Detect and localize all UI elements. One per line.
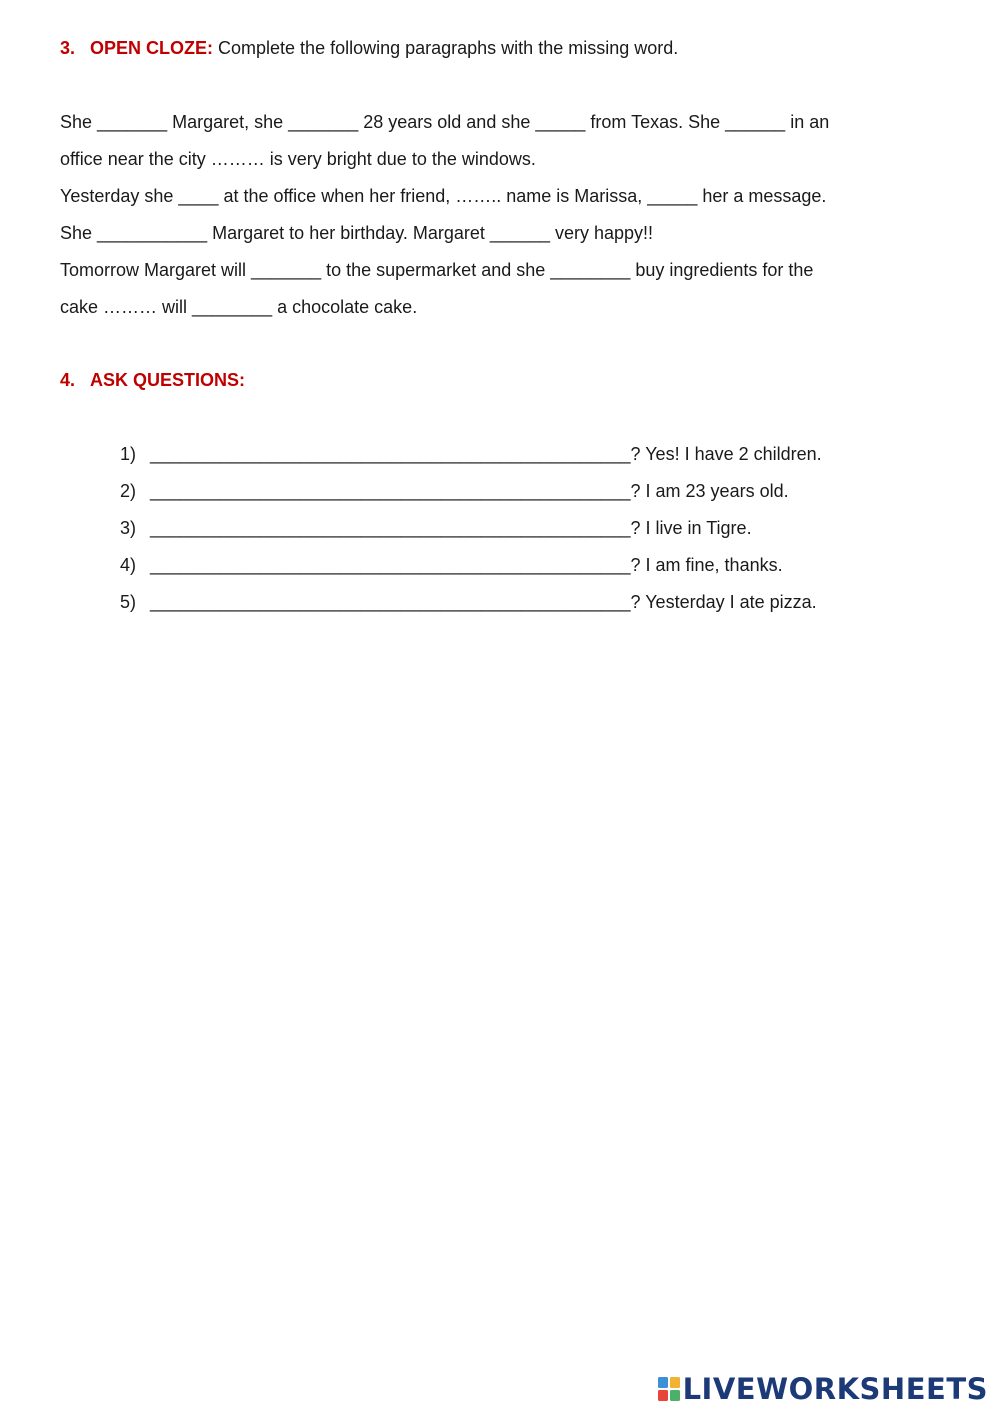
question-number: 3) <box>120 518 137 538</box>
question-answer-line: ________________________________________________? I am 23 years old. <box>150 481 789 501</box>
question-item <box>120 438 940 475</box>
question-number: 5) <box>120 592 137 612</box>
liveworksheets-logo-icon <box>658 1377 680 1401</box>
question-answer-line: ________________________________________________? Yesterday I ate pizza. <box>150 592 817 612</box>
cloze-line: Tomorrow Margaret will _______ to the supermarket and she ________ buy ingredients for the <box>60 260 814 280</box>
cloze-paragraph <box>60 106 940 328</box>
section-4-heading <box>60 368 245 392</box>
question-answer-line: ________________________________________________? Yes! I have 2 children. <box>150 444 822 464</box>
liveworksheets-logo <box>658 1372 988 1406</box>
section-4-title: ASK QUESTIONS: <box>90 370 246 390</box>
question-number: 1) <box>120 444 137 464</box>
section-3-instruction: Complete the following paragraphs with the missing word. <box>213 38 679 58</box>
cloze-line: cake ……… will ________ a chocolate cake. <box>60 297 418 317</box>
question-item <box>120 549 940 586</box>
questions-list <box>120 438 940 623</box>
cloze-line: She ___________ Margaret to her birthday. Margaret ______ very happy!! <box>60 223 654 243</box>
cloze-line: office near the city ……… is very bright due to the windows. <box>60 149 536 169</box>
cloze-line: Yesterday she ____ at the office when her friend, …….. name is Marissa, _____ her a message. <box>60 186 827 206</box>
section-3-heading <box>60 36 678 60</box>
question-number: 2) <box>120 481 137 501</box>
question-item <box>120 512 940 549</box>
question-item <box>120 586 940 623</box>
question-answer-line: ________________________________________________? I am fine, thanks. <box>150 555 783 575</box>
question-number: 4) <box>120 555 137 575</box>
section-3-number: 3. <box>60 38 76 58</box>
section-3-title: OPEN CLOZE: <box>90 38 214 58</box>
logo-text: LIVEWORKSHEETS <box>682 1372 988 1406</box>
cloze-line: She _______ Margaret, she _______ 28 years old and she _____ from Texas. She ______ in an <box>60 112 830 132</box>
section-4-number: 4. <box>60 370 76 390</box>
question-answer-line: ________________________________________________? I live in Tigre. <box>150 518 752 538</box>
question-item <box>120 475 940 512</box>
